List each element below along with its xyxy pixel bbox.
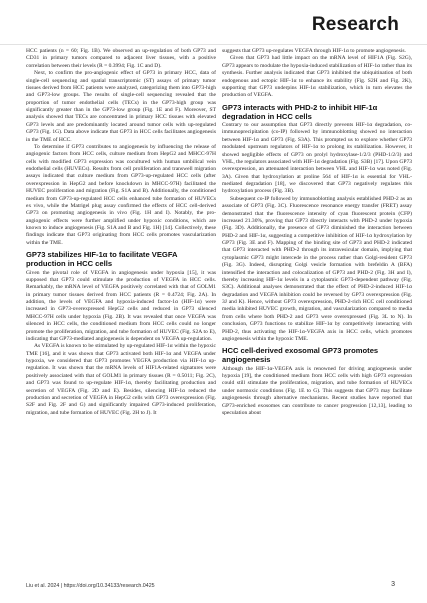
paragraph: Subsequent co-IP followed by immunoblotting analysis established PHD-2 as an associate of GP73 (Fig. 3C). Fluorescence resonance energy transfer (FRET) assay demonstrated that the fluorescence intensity of cyan fluorescent protein (CFP) increased 21.30%, proving that GP73 directly interacts with PHD-2 under hypoxia (Fig. 3D). Additionally, the presence of GP73 diminished the interaction between PHD-2 and HIF-1α, suggesting a competitive inhibition of HIF-1α hydroxylation by GP73 (Fig. 3E and F). Mapping of the binding site of GP73 and PHD-2 indicated that GP73 interacted with PHD-2 through its intravesicular domain, implying that cytoplasmic GP73 might intercede in the process rather than Golgi-resident GP73 (Fig. 3G). Indeed, disrupting Golgi vesicle formation with brefeldin A (BFA) intensified the interaction and colocalization of GP73 and PHD-2 (Fig. 3H and I), thereby increasing HIF-1α levels in a cytoplasmic GP73-dependent pathway (Fig. S3C). Additional analyses demonstrated that the effect of PHD-2-induced HIF-1α degradation and VEGFA inhibition could be reversed by GP73 overexpression (Fig. 3J and K). Hence, without GP73 overexpression, PHD-2-rich HCC cell conditioned media inhibited HUVEC growth, migration, and vascularization compared to media from cells where both PHD-2 and GP73 were overexpressed (Fig. 3L to N). In conclusion, GP73 functions to stabilize HIF-1α by competitively interacting with PHD-2, thus activating the HIF-1α-VEGFA axis in HCC cells, which promotes angiogenesis within the hypoxic TME. <box>222 195 412 342</box>
paragraph: HCC patients (n = 60; Fig. 1B). We observed an up-regulation of both GP73 and CD31 in primary tumors compared to adjacent liver tissues, with a positive correlation between their levels (R = 0.3994; Fig. 1C and D). <box>26 48 216 69</box>
page-header <box>0 0 427 45</box>
journal-name: Research <box>311 14 399 35</box>
page-number: 3 <box>391 581 395 588</box>
paragraph: To determine if GP73 contributes to angiogenesis by influencing the release of angiogenic factors from HCC cells, culture medium from HepG2 and MHCC-97H cells with modified GP73 expression was cocultured with human umbilical vein endothelial cells (HUVECs). Results from cell proliferation and transwell migration assays indicated that culture medium from GP73-up-regulated HCC cells (after overexpression in HepG2 and before knockdown in MHCC-97H) facilitated the HUVEC proliferation and migration (Fig. S1A and B). Additionally, the conditioned medium from GP73-up-regulated HCC cells enhanced tube formation of HUVECs ex vivo, while the Matrigel plug assay confirmed the effects of HCC cell-derived GP73 on promoting angiogenesis in vivo (Fig. 1H and I). Notably, the pro-angiogenic effects were further amplified under hypoxic conditions, which are known to induce angiogenesis (Fig. S1A and B and Fig. 1H) [14]. Collectively, these findings indicate that GP73 originating from HCC cells promotes vascularization within the TME. <box>26 143 216 246</box>
section-heading: GP73 stabilizes HIF-1α to facilitate VEGFA production in HCC cells <box>26 250 178 269</box>
section-heading: HCC cell-derived exosomal GP73 promotes angiogenesis <box>222 346 379 365</box>
paragraph: As VEGFA is known to be stimulated by up-regulated HIF-1α within the hypoxic TME [16], and it was shown that GP73 activated both HIF-1α and VEGFA under hypoxia, we considered that GP73 promotes VEGFA production via HIF-1α up-regulation. It was shown that the mRNA levels of HIF1A-related signatures were positively associated with that of GOLM1 in primary tissues (R = 0.5011; Fig. 2C), and GP73 was found to up-regulate HIF-1α, thereby facilitating production and secretion of VEGFA (Fig. 2D and E). Besides, silencing HIF-1α reduced the production and secretion of VEGFA in HepG2 cells with GP73 overexpression (Fig. S2F and Fig. 2F and G) and significantly impaired GP73-induced proliferation, migration, and tube formation of HUVEC (Fig. 2H to J). It <box>26 343 216 416</box>
paragraph: suggests that GP73 up-regulates VEGFA through HIF-1α to promote angiogenesis. <box>222 48 406 54</box>
footer-citation: Liu et al. 2024 | https://doi.org/10.34133/research.0425 <box>26 583 155 589</box>
right-column <box>222 48 412 417</box>
paragraph: Given the pivotal role of VEGFA in angiogenesis under hypoxia [15], it was supposed that GP73 could stimulate the production of VEGFA in HCC cells. Remarkably, the mRNA level of VEGFA positively correlated with that of GOLM1 in primary tumor tissues derived from HCC patients (R = 0.4724; Fig. 2A). In addition, the levels of VEGFA and hypoxia-induced factor-1α (HIF-1α) were increased in GP73-overexpressed HepG2 cells and reduced in GP73 silenced MHCC-97H cells under hypoxia (Fig. 2B). It was revealed that once VEGFA was silenced in HCC cells, the conditioned medium from HCC cells could no longer promote the proliferation, migration, and tube formation of HUVEC (Fig. S2A to E), indicating that GP73-mediated angiogenesis is dependent on VEGFA up-regulation. <box>26 269 216 342</box>
left-column <box>26 48 216 417</box>
paragraph: Although the HIF-1α-VEGFA axis is renowned for driving angiogenesis under hypoxia [19], the conditioned medium from HCC cells with high GP73 expression could still stimulate the proliferation, migration, and tube formation of HUVECs under normoxic conditions (Fig. 1E to G). This suggests that GP73 may facilitate angiogenesis through alternative mechanisms. Recent studies have reported that GP73-enriched exosomes can contribute to cancer progression [12,13], leading to speculation about <box>222 365 412 416</box>
paragraph: Next, to confirm the pro-angiogenic effect of GP73 in primary HCC, data of single-cell sequencing and spatial transcriptomic (ST) assays of primary tumor tissues derived from HCC patients were analyzed, categorizing them into GP73-high and GP73-low groups. The results of single-cell sequencing revealed that the proportion of tumor endothelial cells (TECs) in the GP73-high group was significantly greater than in the GP73-low group (Fig. 1E and F). Moreover, ST analysis showed that TECs are concentrated in primary HCC tissues with elevated GP73 levels and are predominantly located around tumor cells with up-regulated GP73 (Fig. 1G). Data above indicate that GP73 in HCC cells facilitates angiogenesis in the TME of HCC. <box>26 70 216 143</box>
section-heading: GP73 interacts with PHD-2 to inhibit HIF-1α degradation in HCC cells <box>222 102 378 121</box>
paragraph: Given that GP73 had little impact on the mRNA level of HIF1A (Fig. S2G), GP73 appears to modulate the hypoxia-induced stabilization of HIF-1α rather than its synthesis. Further analysis indicated that GP73 inhibited the ubiquitination of both endogenous and ectopic HIF-1α to enhance its stability (Fig. S2H and Fig. 2K), supporting that GP73 underpins HIF-1α stabilization, which in turn elevates the production of VEGFA. <box>222 55 412 99</box>
paragraph: Contrary to our assumption that GP73 directly prevents HIF-1α degradation, co-immunoprecipitation (co-IP) followed by immunoblotting showed no interaction between HIF-1α and GP73 (Fig. S3A). This prompted us to explore whether GP73 modulated upstream regulators of HIF-1α to prolong its stabilization. However, it showed negligible effects of GP73 on prolyl hydroxylase-1/2/3 (PHD-1/2/3) and VHL, the regulators associated with HIF-1α degradation (Fig. S3B) [17]. Upon GP73 overexpression, an attenuated interaction between VHL and HIF-1α was noted (Fig. 3A). Given that hydroxylation at proline 564 of HIF-1α is essential for VHL-mediated degradation [18], we discovered that GP73 negatively regulates this hydroxylation process (Fig. 3B). <box>222 122 412 195</box>
